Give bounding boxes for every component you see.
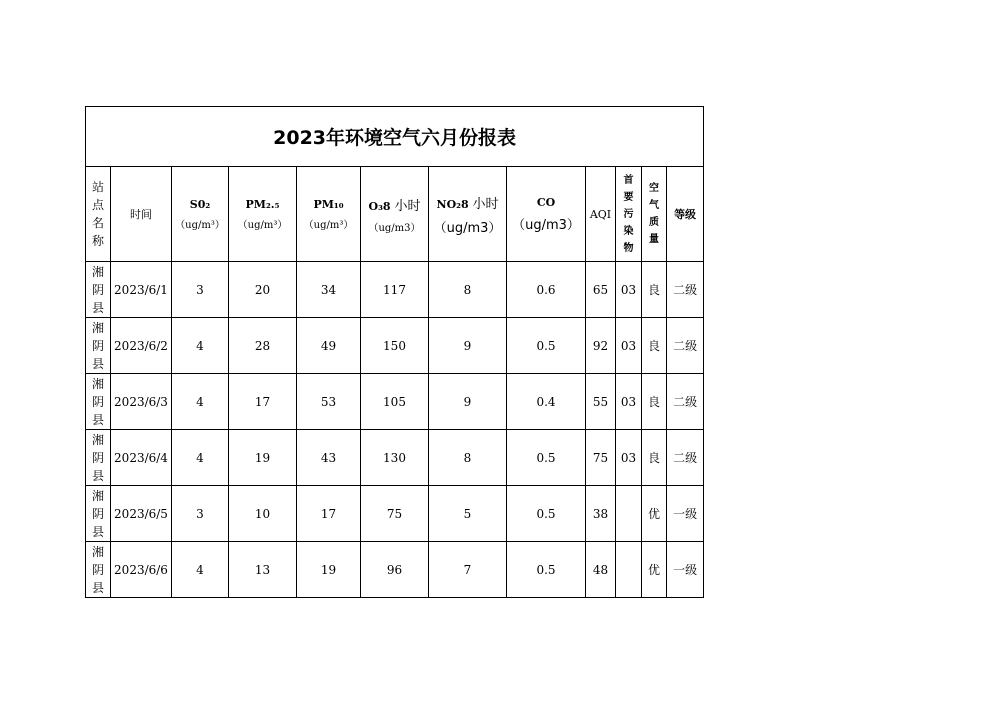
- aqi-cell: 75: [586, 430, 616, 486]
- header-primary-pollutant: 首要污染物: [616, 167, 642, 262]
- primary-pollutant-cell: [616, 486, 642, 542]
- table-row: [86, 262, 704, 318]
- pm25-cell: 17: [229, 374, 297, 430]
- report-sheet: [85, 106, 703, 597]
- aqi-cell: 55: [586, 374, 616, 430]
- pm10-cell: 49: [297, 318, 361, 374]
- aqi-cell: 92: [586, 318, 616, 374]
- air-quality-cell: 良: [642, 262, 667, 318]
- co-cell: 0.5: [507, 542, 586, 598]
- time-cell: 2023/6/1: [111, 262, 172, 318]
- station-cell: 湘阴县: [86, 374, 111, 430]
- header-no2: NO₂8 小时 （ug/m3）: [429, 167, 507, 262]
- pm25-cell: 13: [229, 542, 297, 598]
- station-cell: 湘阴县: [86, 486, 111, 542]
- header-aqi: AQI: [586, 167, 616, 262]
- pm10-cell: 19: [297, 542, 361, 598]
- co-cell: 0.6: [507, 262, 586, 318]
- so2-cell: 4: [172, 430, 229, 486]
- station-cell: 湘阴县: [86, 318, 111, 374]
- primary-pollutant-cell: 03: [616, 374, 642, 430]
- report-title: 2023年环境空气六月份报表: [86, 107, 704, 167]
- no2-cell: 8: [429, 430, 507, 486]
- grade-cell: 二级: [667, 318, 704, 374]
- no2-cell: 9: [429, 318, 507, 374]
- no2-cell: 5: [429, 486, 507, 542]
- grade-cell: 二级: [667, 374, 704, 430]
- so2-cell: 4: [172, 542, 229, 598]
- table-row: [86, 318, 704, 374]
- pm25-cell: 10: [229, 486, 297, 542]
- o3-cell: 75: [361, 486, 429, 542]
- header-air-quality: 空气质量: [642, 167, 667, 262]
- header-so2: S0₂ （ug/m³）: [172, 167, 229, 262]
- air-quality-cell: 良: [642, 318, 667, 374]
- pm25-cell: 20: [229, 262, 297, 318]
- so2-cell: 3: [172, 486, 229, 542]
- table-row: [86, 374, 704, 430]
- so2-cell: 4: [172, 318, 229, 374]
- aqi-cell: 38: [586, 486, 616, 542]
- grade-cell: 二级: [667, 430, 704, 486]
- header-grade: 等级: [667, 167, 704, 262]
- pm10-cell: 34: [297, 262, 361, 318]
- o3-cell: 150: [361, 318, 429, 374]
- pm10-cell: 43: [297, 430, 361, 486]
- aqi-cell: 48: [586, 542, 616, 598]
- grade-cell: 一级: [667, 542, 704, 598]
- time-cell: 2023/6/3: [111, 374, 172, 430]
- header-o3: O₃8 小时 （ug/m3）: [361, 167, 429, 262]
- time-cell: 2023/6/6: [111, 542, 172, 598]
- pm25-cell: 28: [229, 318, 297, 374]
- primary-pollutant-cell: [616, 542, 642, 598]
- co-cell: 0.4: [507, 374, 586, 430]
- grade-cell: 二级: [667, 262, 704, 318]
- header-station: 站点名称: [86, 167, 111, 262]
- header-pm10: PM₁₀ （ug/m³）: [297, 167, 361, 262]
- station-cell: 湘阴县: [86, 542, 111, 598]
- air-quality-cell: 良: [642, 374, 667, 430]
- time-cell: 2023/6/4: [111, 430, 172, 486]
- co-cell: 0.5: [507, 430, 586, 486]
- grade-cell: 一级: [667, 486, 704, 542]
- pm10-cell: 53: [297, 374, 361, 430]
- primary-pollutant-cell: 03: [616, 262, 642, 318]
- station-cell: 湘阴县: [86, 430, 111, 486]
- co-cell: 0.5: [507, 318, 586, 374]
- time-cell: 2023/6/5: [111, 486, 172, 542]
- table-row: [86, 430, 704, 486]
- so2-cell: 4: [172, 374, 229, 430]
- table-row: [86, 542, 704, 598]
- air-quality-cell: 良: [642, 430, 667, 486]
- pm25-cell: 19: [229, 430, 297, 486]
- header-row: [86, 167, 704, 262]
- primary-pollutant-cell: 03: [616, 430, 642, 486]
- header-pm25: PM₂.₅ （ug/m³）: [229, 167, 297, 262]
- o3-cell: 96: [361, 542, 429, 598]
- no2-cell: 8: [429, 262, 507, 318]
- header-co: CO （ug/m3）: [507, 167, 586, 262]
- primary-pollutant-cell: 03: [616, 318, 642, 374]
- air-quality-cell: 优: [642, 486, 667, 542]
- air-quality-table: [85, 106, 704, 598]
- co-cell: 0.5: [507, 486, 586, 542]
- time-cell: 2023/6/2: [111, 318, 172, 374]
- o3-cell: 130: [361, 430, 429, 486]
- air-quality-cell: 优: [642, 542, 667, 598]
- pm10-cell: 17: [297, 486, 361, 542]
- so2-cell: 3: [172, 262, 229, 318]
- header-time: 时间: [111, 167, 172, 262]
- no2-cell: 9: [429, 374, 507, 430]
- no2-cell: 7: [429, 542, 507, 598]
- table-row: [86, 486, 704, 542]
- station-cell: 湘阴县: [86, 262, 111, 318]
- o3-cell: 117: [361, 262, 429, 318]
- o3-cell: 105: [361, 374, 429, 430]
- aqi-cell: 65: [586, 262, 616, 318]
